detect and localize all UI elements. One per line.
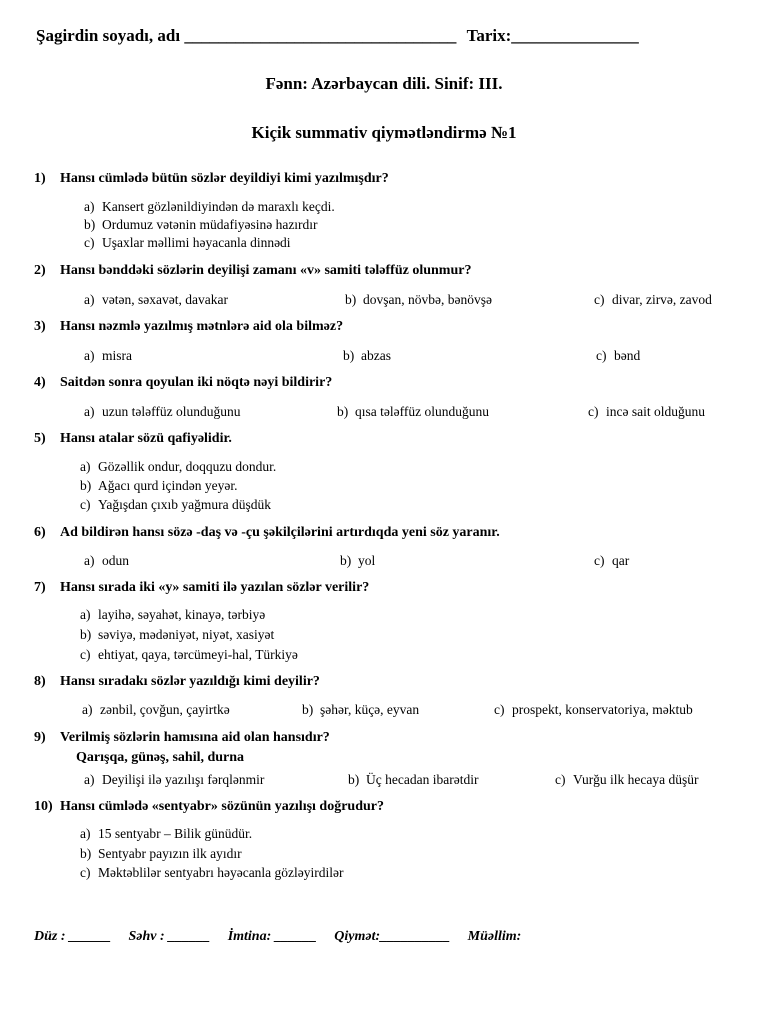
option-6a[interactable] [84, 553, 129, 569]
refusal-count-field[interactable]: İmtina: ______ [227, 929, 317, 944]
question-text: Hansı atalar sözü qafiyəlidir. [60, 431, 232, 446]
question-number: 1) [34, 171, 46, 186]
question-number: 9) [34, 730, 46, 745]
option-text: prospekt, konservatoriya, məktub [512, 702, 693, 717]
student-name-blank[interactable]: ________________________________ [184, 26, 457, 45]
option-text: dovşan, növbə, bənövşə [363, 292, 492, 307]
option-label: c) [80, 647, 91, 662]
question-number: 10) [34, 799, 53, 814]
question-5 [34, 431, 232, 447]
option-label: b) [348, 772, 360, 787]
question-6 [34, 525, 500, 541]
question-text: Hansı nəzmlə yazılmış mətnlərə aid ola bilməz? [60, 319, 344, 334]
date-blank[interactable]: _______________ [511, 26, 639, 45]
option-label: c) [494, 702, 505, 717]
option-text: misra [102, 348, 132, 363]
option-text: zənbil, çovğun, çayirtkə [100, 702, 230, 717]
question-9 [34, 730, 330, 746]
option-label: c) [596, 348, 607, 363]
option-text: Deyilişi ilə yazılışı fərqlənmir [102, 772, 265, 787]
option-text: yol [358, 553, 376, 568]
option-label: a) [80, 459, 91, 474]
option-1a[interactable] [84, 199, 335, 215]
option-5b[interactable] [80, 478, 237, 494]
option-label: a) [80, 826, 91, 841]
word-list: Qarışqa, günəş, sahil, durna [76, 750, 245, 765]
option-6b[interactable] [340, 553, 375, 569]
option-8c[interactable] [494, 702, 693, 718]
question-text: Hansı cümlədə «sentyabr» sözünün yazılışı doğrudur? [60, 799, 384, 814]
option-label: a) [84, 404, 95, 419]
option-3b[interactable] [343, 348, 391, 364]
option-3c[interactable] [596, 348, 640, 364]
option-label: a) [84, 772, 95, 787]
option-10c[interactable] [80, 865, 344, 881]
option-9b[interactable] [348, 772, 478, 788]
option-10a[interactable] [80, 826, 252, 842]
option-label: b) [302, 702, 314, 717]
option-text: səviyə, mədəniyət, niyət, xasiyət [98, 627, 275, 642]
teacher-field[interactable]: Müəllim: [467, 929, 522, 944]
student-header [36, 26, 639, 46]
question-text: Hansı sıradakı sözlər yazıldığı kimi deyilir? [60, 674, 320, 689]
option-label: c) [555, 772, 566, 787]
option-label: c) [594, 292, 605, 307]
option-label: b) [80, 627, 92, 642]
option-label: c) [80, 865, 91, 880]
option-label: a) [84, 348, 95, 363]
question-10 [34, 799, 384, 815]
option-9a[interactable] [84, 772, 264, 788]
question-number: 8) [34, 674, 46, 689]
question-4 [34, 375, 332, 391]
option-text: Kansert gözlənildiyindən də maraxlı keçdi. [102, 199, 335, 214]
test-title: Kiçik summativ qiymətləndirmə №1 [251, 123, 517, 142]
option-2a[interactable] [84, 292, 228, 308]
option-text: qısa tələffüz olunduğunu [355, 404, 489, 419]
option-label: c) [594, 553, 605, 568]
option-2b[interactable] [345, 292, 492, 308]
option-text: Məktəblilər sentyabrı həyəcanla gözləyirdilər [98, 865, 344, 880]
option-text: Ordumuz vətənin müdafiyəsinə hazırdır [102, 217, 318, 232]
option-1c[interactable] [84, 235, 291, 251]
wrong-count-field[interactable]: Səhv : ______ [128, 929, 211, 944]
option-text: 15 sentyabr – Bilik günüdür. [98, 826, 253, 841]
option-label: a) [84, 199, 95, 214]
question-2 [34, 263, 471, 279]
option-label: b) [337, 404, 349, 419]
option-2c[interactable] [594, 292, 712, 308]
option-7c[interactable] [80, 647, 298, 663]
option-text: Sentyabr payızın ilk ayıdır [98, 846, 242, 861]
option-label: c) [588, 404, 599, 419]
option-10b[interactable] [80, 846, 242, 862]
option-text: divar, zirvə, zavod [612, 292, 712, 307]
option-text: incə sait olduğunu [606, 404, 705, 419]
option-label: b) [80, 846, 92, 861]
option-7b[interactable] [80, 627, 274, 643]
option-3a[interactable] [84, 348, 132, 364]
correct-count-field[interactable]: Düz : ______ [34, 929, 112, 944]
option-text: Ağacı qurd içindən yeyər. [98, 478, 238, 493]
question-1 [34, 171, 389, 187]
grading-footer [34, 929, 535, 945]
question-8 [34, 674, 320, 690]
option-text: Yağışdan çıxıb yağmura düşdük [98, 497, 271, 512]
option-text: layihə, səyahət, kinayə, tərbiyə [98, 607, 266, 622]
option-1b[interactable] [84, 217, 318, 233]
student-name-label: Şagirdin soyadı, adı [36, 26, 181, 45]
question-text: Hansı sırada iki «y» samiti ilə yazılan sözlər verilir? [60, 580, 370, 595]
option-text: ehtiyat, qaya, tərcümeyi-hal, Türkiyə [98, 647, 298, 662]
option-text: vətən, səxavət, davakar [102, 292, 228, 307]
question-text: Verilmiş sözlərin hamısına aid olan hansıdır? [60, 730, 330, 745]
option-label: b) [340, 553, 352, 568]
option-text: Üç hecadan ibarətdir [366, 772, 479, 787]
option-4a[interactable] [84, 404, 240, 420]
option-8a[interactable] [82, 702, 230, 718]
grade-field[interactable]: Qiymət:__________ [334, 929, 451, 944]
option-label: b) [80, 478, 92, 493]
option-text: bənd [614, 348, 641, 363]
option-text: Vurğu ilk hecaya düşür [573, 772, 699, 787]
question-number: 6) [34, 525, 46, 540]
option-text: qar [612, 553, 630, 568]
option-label: b) [84, 217, 96, 232]
question-3 [34, 319, 343, 335]
option-label: b) [343, 348, 355, 363]
option-text: Gözəllik ondur, doqquzu dondur. [98, 459, 277, 474]
option-8b[interactable] [302, 702, 419, 718]
option-label: b) [345, 292, 357, 307]
option-text: odun [102, 553, 129, 568]
option-label: c) [80, 497, 91, 512]
option-text: şəhər, küçə, eyvan [320, 702, 420, 717]
option-label: a) [84, 553, 95, 568]
option-6c[interactable] [594, 553, 629, 569]
option-label: a) [84, 292, 95, 307]
question-number: 2) [34, 263, 46, 278]
option-5c[interactable] [80, 497, 271, 513]
question-number: 7) [34, 580, 46, 595]
option-label: a) [80, 607, 91, 622]
date-label: Tarix: [466, 26, 512, 45]
question-number: 5) [34, 431, 46, 446]
option-9c[interactable] [555, 772, 699, 788]
question-text: Saitdən sonra qoyulan iki nöqtə nəyi bildirir? [60, 375, 333, 390]
question-number: 3) [34, 319, 46, 334]
option-4c[interactable] [588, 404, 705, 420]
option-text: uzun tələffüz olunduğunu [102, 404, 241, 419]
option-label: c) [84, 235, 95, 250]
question-text: Hansı cümlədə bütün sözlər deyildiyi kimi yazılmışdır? [60, 171, 389, 186]
question-text: Hansı bənddəki sözlərin deyilişi zamanı «v» samiti tələffüz olunmur? [60, 263, 472, 278]
question-number: 4) [34, 375, 46, 390]
subject-line: Fənn: Azərbaycan dili. Sinif: III. [265, 74, 503, 93]
option-label: a) [82, 702, 93, 717]
option-text: Uşaxlar məllimi həyacanla dinnədi [102, 235, 291, 250]
question-7 [34, 580, 369, 596]
option-text: abzas [361, 348, 391, 363]
question-text: Ad bildirən hansı sözə -daş və -çu şəkilçilərini artırdıqda yeni söz yaranır. [60, 525, 500, 540]
option-5a[interactable] [80, 459, 276, 475]
option-7a[interactable] [80, 607, 265, 623]
option-4b[interactable] [337, 404, 489, 420]
